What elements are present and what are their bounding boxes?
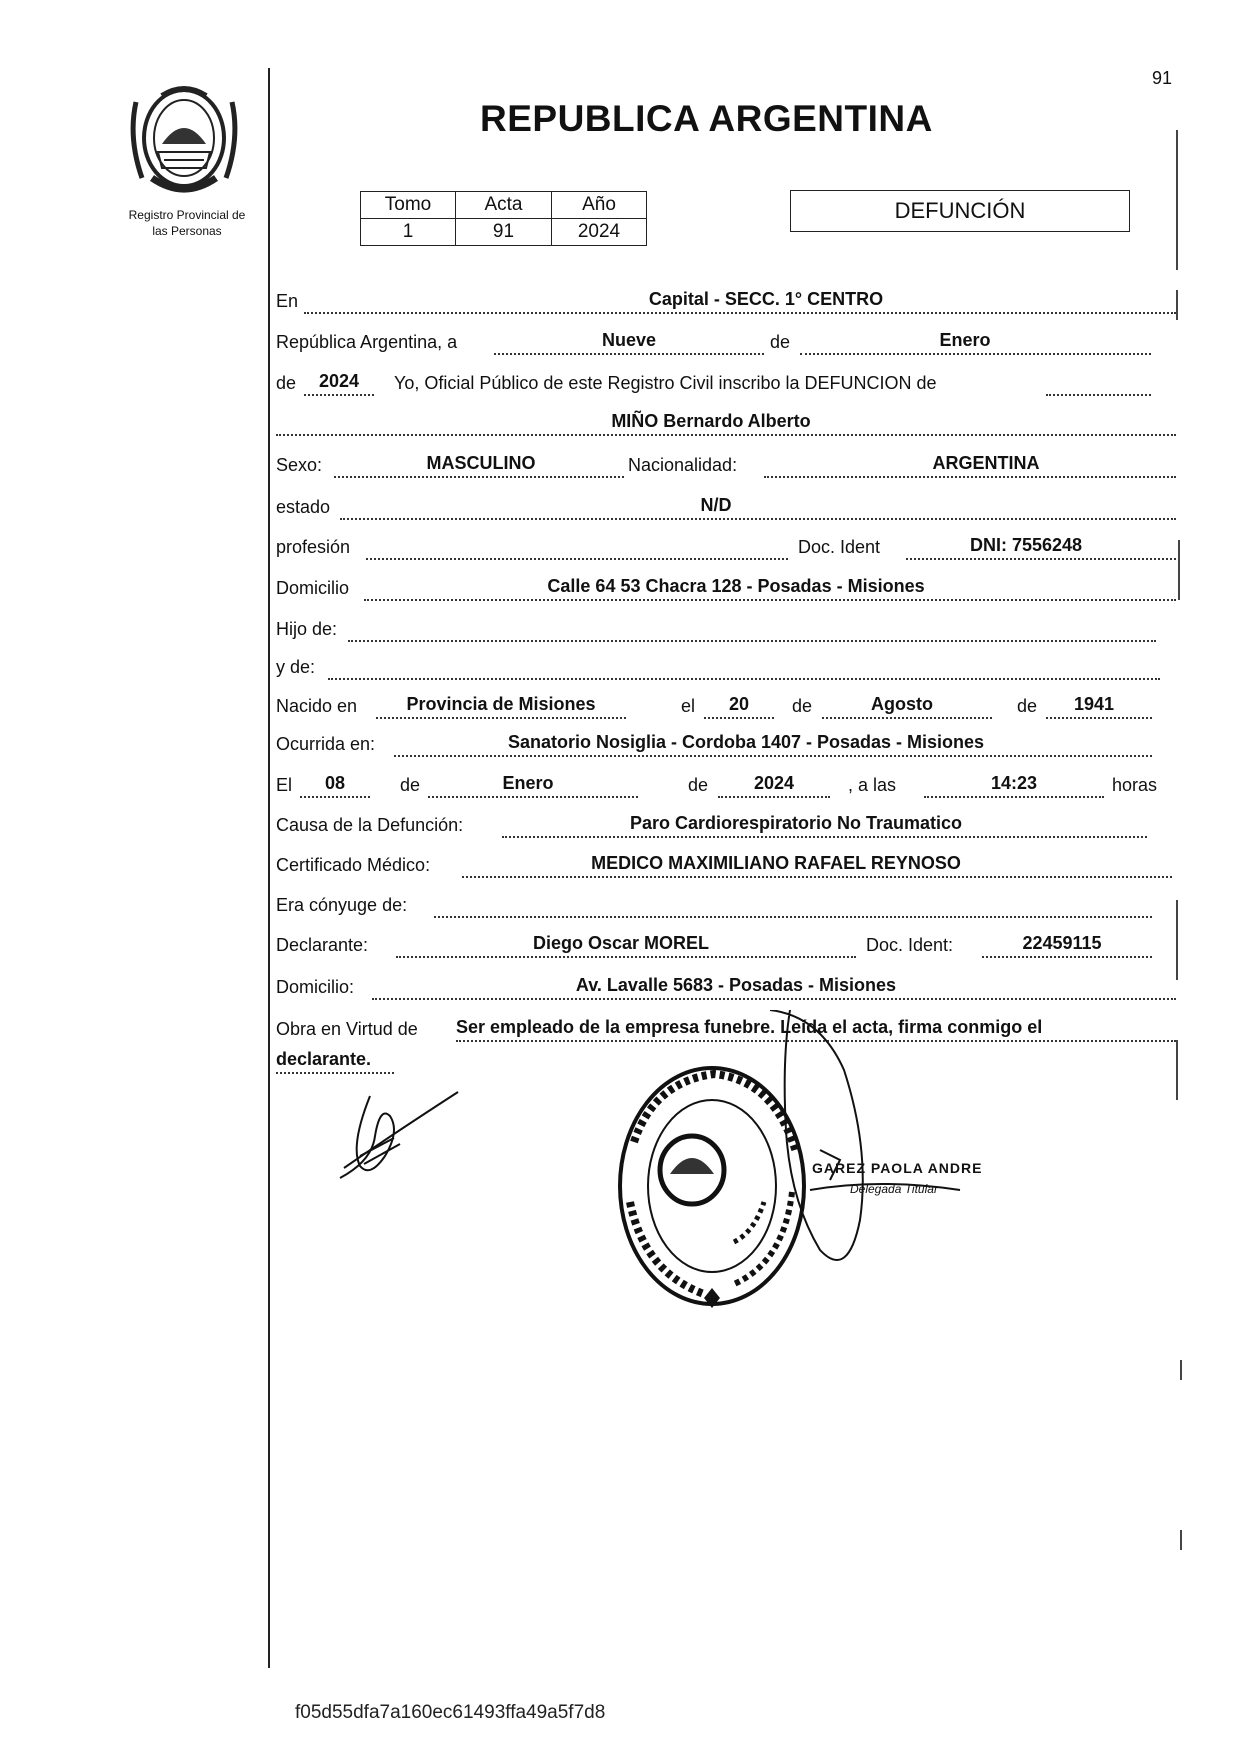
dotted-line — [800, 353, 1151, 355]
document-title: REPUBLICA ARGENTINA — [480, 98, 933, 139]
dotted-line — [704, 717, 774, 719]
def-mes: Enero — [502, 773, 554, 793]
record-table — [360, 191, 647, 246]
declarante-value: Diego Oscar MOREL — [532, 933, 710, 953]
document-hash: f05d55dfa7a160ec61493ffa49a5f7d8 — [295, 1702, 606, 1723]
dotted-line — [428, 796, 638, 798]
dotted-line — [328, 678, 1160, 680]
dotted-line — [394, 755, 1152, 757]
certificado-value: MEDICO MAXIMILIANO RAFAEL REYNOSO — [591, 853, 961, 873]
dotted-line — [494, 353, 764, 355]
acta-value: 91 — [456, 219, 552, 246]
domicilio2-value: Av. Lavalle 5683 - Posadas - Misiones — [575, 975, 897, 995]
row-obra — [276, 1012, 1176, 1042]
alas-label: , a las — [848, 775, 897, 795]
nac-de2-label: de — [1017, 696, 1038, 716]
registry-name-line2: las Personas — [152, 224, 222, 238]
nac-mes: Agosto — [871, 694, 933, 714]
dotted-line — [366, 558, 788, 560]
row-domicilio — [276, 571, 1176, 601]
en-label: En — [276, 291, 299, 311]
doc-ident-label: Doc. Ident — [798, 537, 881, 557]
row-declarante — [276, 928, 1152, 958]
def-dia: 08 — [324, 773, 346, 793]
nacionalidad-label: Nacionalidad: — [628, 455, 738, 475]
row-nombre — [276, 406, 1176, 436]
row-ocurrida — [276, 727, 1152, 757]
dotted-line — [764, 476, 1176, 478]
row-yo — [276, 366, 1151, 396]
dotted-line — [364, 599, 1176, 601]
margin-line — [268, 68, 270, 1668]
causa-label: Causa de la Defunción: — [276, 815, 464, 835]
nacionalidad-value: ARGENTINA — [932, 453, 1040, 473]
hijo-label: Hijo de: — [276, 619, 338, 639]
dotted-line — [276, 1072, 394, 1074]
dotted-line — [276, 434, 1176, 436]
nac-anio: 1941 — [1073, 694, 1115, 714]
el2-label: El — [276, 775, 293, 795]
row-domicilio-declarante — [276, 970, 1176, 1000]
dotted-line — [502, 836, 1147, 838]
nac-de-label: de — [792, 696, 813, 716]
conyuge-label: Era cónyuge de: — [276, 895, 408, 915]
sexo-label: Sexo: — [276, 455, 323, 475]
dotted-line — [1046, 717, 1152, 719]
row-en — [276, 284, 1176, 314]
dotted-line — [396, 956, 856, 958]
nac-dia: 20 — [728, 694, 750, 714]
domicilio-label: Domicilio — [276, 578, 350, 598]
dotted-line — [372, 998, 1176, 1000]
anio-label: Año — [552, 192, 647, 219]
yde-label: y de: — [276, 657, 316, 677]
def-de-label: de — [400, 775, 421, 795]
mes-value: Enero — [939, 330, 991, 350]
nombre-value: MIÑO Bernardo Alberto — [611, 411, 811, 431]
ocurrida-value: Sanatorio Nosiglia - Cordoba 1407 - Posadas - Misiones — [507, 732, 985, 752]
dotted-line — [340, 518, 1176, 520]
page-number: 91 — [1151, 68, 1172, 88]
document-type-box: DEFUNCIÓN — [790, 190, 1130, 232]
doc-ident-value: DNI: 7556248 — [969, 535, 1083, 555]
dotted-line — [924, 796, 1104, 798]
domicilio-value: Calle 64 53 Chacra 128 - Posadas - Misiones — [547, 576, 925, 596]
row-hijo — [276, 612, 1156, 642]
obra-label: Obra en Virtud de — [276, 1019, 418, 1039]
yo-text: Yo, Oficial Público de este Registro Civil inscribo la DEFUNCION de — [394, 373, 937, 393]
de2-label: de — [276, 373, 297, 393]
dotted-line — [718, 796, 830, 798]
profesion-label: profesión — [276, 537, 351, 557]
row-causa — [276, 808, 1147, 838]
dotted-line — [1046, 394, 1151, 396]
dotted-line — [304, 312, 1176, 314]
sexo-value: MASCULINO — [426, 453, 536, 473]
nacido-value: Provincia de Misiones — [406, 694, 596, 714]
en-value: Capital - SECC. 1° CENTRO — [648, 289, 884, 309]
dotted-line — [982, 956, 1152, 958]
dotted-line — [462, 876, 1172, 878]
dotted-line — [300, 796, 370, 798]
dotted-line — [304, 394, 374, 396]
row-yde — [276, 650, 1160, 680]
row-certificado — [276, 848, 1172, 878]
tomo-label: Tomo — [361, 192, 456, 219]
row-sexo — [276, 448, 1176, 478]
dotted-line — [434, 916, 1152, 918]
def-anio: 2024 — [753, 773, 795, 793]
dotted-line — [906, 558, 1176, 560]
ocurrida-label: Ocurrida en: — [276, 734, 376, 754]
officer-name: GAREZ PAOLA ANDRE — [812, 1160, 983, 1176]
row-fecha — [276, 325, 1151, 355]
dotted-line — [822, 717, 992, 719]
row-nacido — [276, 689, 1152, 719]
def-hora: 14:23 — [990, 773, 1038, 793]
row-conyuge — [276, 888, 1152, 918]
row-obra-cont — [276, 1044, 396, 1074]
certificado-label: Certificado Médico: — [276, 855, 431, 875]
doc-ident2-value: 22459115 — [1022, 933, 1102, 953]
horas-label: horas — [1112, 775, 1158, 795]
doc-ident2-label: Doc. Ident: — [866, 935, 954, 955]
nacido-label: Nacido en — [276, 696, 358, 716]
obra-value: Ser empleado de la empresa funebre. Leída el acta, firma conmigo el — [456, 1017, 1043, 1037]
el-label: el — [681, 696, 696, 716]
obra-value2: declarante. — [276, 1049, 372, 1069]
republica-label: República Argentina, a — [276, 332, 458, 352]
officer-role: Delegada Titular — [850, 1182, 938, 1196]
domicilio2-label: Domicilio: — [276, 977, 355, 997]
dotted-line — [348, 640, 1156, 642]
declarante-label: Declarante: — [276, 935, 369, 955]
row-estado — [276, 490, 1176, 520]
dotted-line — [376, 717, 626, 719]
tomo-value: 1 — [361, 219, 456, 246]
causa-value: Paro Cardiorespiratorio No Traumatico — [629, 813, 963, 833]
declarant-signature — [330, 1086, 460, 1190]
anio-value: 2024 — [552, 219, 647, 246]
def-de2-label: de — [688, 775, 709, 795]
dotted-line — [334, 476, 624, 478]
dia-value: Nueve — [601, 330, 657, 350]
registry-name-line1: Registro Provincial de — [128, 208, 246, 222]
row-fecha-defuncion — [276, 768, 1176, 798]
anio-value: 2024 — [318, 371, 360, 391]
de-label: de — [770, 332, 791, 352]
province-seal-logo — [122, 82, 246, 196]
row-profesion — [276, 530, 1176, 560]
registry-name — [92, 207, 282, 239]
estado-label: estado — [276, 497, 331, 517]
estado-value: N/D — [700, 495, 732, 515]
acta-label: Acta — [456, 192, 552, 219]
